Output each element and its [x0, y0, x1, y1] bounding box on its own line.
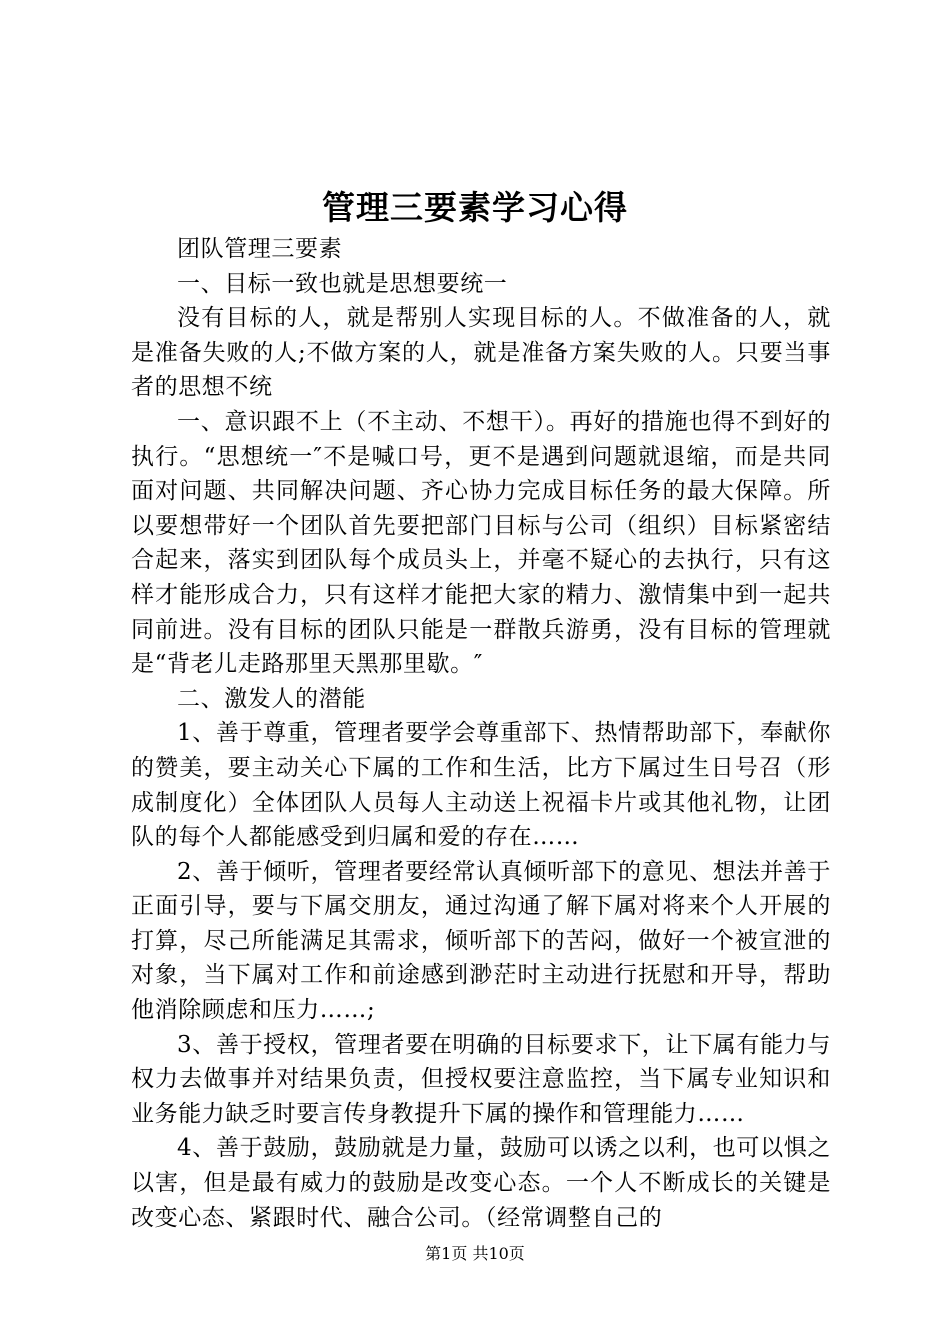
- page-number-footer: 第1页 共10页: [425, 1244, 525, 1263]
- paragraph-section-1-heading: 一、目标一致也就是思想要统一: [177, 270, 508, 297]
- paragraph-listen: 2、善于倾听，管理者要经常认真倾听部下的意见、想法并善于正面引导，要与下属交朋友，通过沟通了解下属对将来个人开展的打算，尽己所能满足其需求，倾听部下的苦闷，做好一个被宣泄的对象，当下属对工作和前途感到渺茫时主动进行抚慰和开导，帮助他消除顾虑和压力……;: [131, 858, 831, 1024]
- paragraph-awareness: 一、意识跟不上（不主动、不想干）。再好的措施也得不到好的执行。“思想统一″不是喊口号，更不是遇到问题就退缩，而是共同面对问题、共同解决问题、齐心协力完成目标任务的最大保障。所以要想带好一个团队首先要把部门目标与公司（组织）目标紧密结合起来，落实到团队每个成员头上，并毫不疑心的去执行，只有这样才能形成合力，只有这样才能把大家的精力、激情集中到一起共同前进。没有目标的团队只能是一群散兵游勇，没有目标的管理就是“背老儿走路那里天黑那里歇。″: [131, 408, 831, 678]
- paragraph-section-2-heading: 二、激发人的潜能: [177, 685, 366, 712]
- document-body: [131, 232, 831, 1235]
- document-title: 管理三要素学习心得: [322, 188, 628, 227]
- paragraph-delegate: 3、善于授权，管理者要在明确的目标要求下，让下属有能力与权力去做事并对结果负责，但授权要注意监控，当下属专业知识和业务能力缺乏时要言传身教提升下属的操作和管理能力……: [131, 1031, 831, 1127]
- paragraph-goal: 没有目标的人，就是帮别人实现目标的人。不做准备的人，就是准备失败的人;不做方案的人，就是准备方案失败的人。只要当事者的思想不统: [131, 305, 831, 401]
- paragraph-heading-team: 团队管理三要素: [177, 236, 343, 262]
- paragraph-respect: 1、善于尊重，管理者要学会尊重部下、热情帮助部下，奉献你的赞美，要主动关心下属的工作和生活，比方下属过生日号召（形成制度化）全体团队人员每人主动送上祝福卡片或其他礼物，让团队的每个人都能感受到归属和爱的存在……: [131, 720, 831, 851]
- paragraph-encourage: 4、善于鼓励，鼓励就是力量，鼓励可以诱之以利，也可以惧之以害，但是最有威力的鼓励是改变心态。一个人不断成长的关键是改变心态、紧跟时代、融合公司。（经常调整自己的: [131, 1135, 831, 1231]
